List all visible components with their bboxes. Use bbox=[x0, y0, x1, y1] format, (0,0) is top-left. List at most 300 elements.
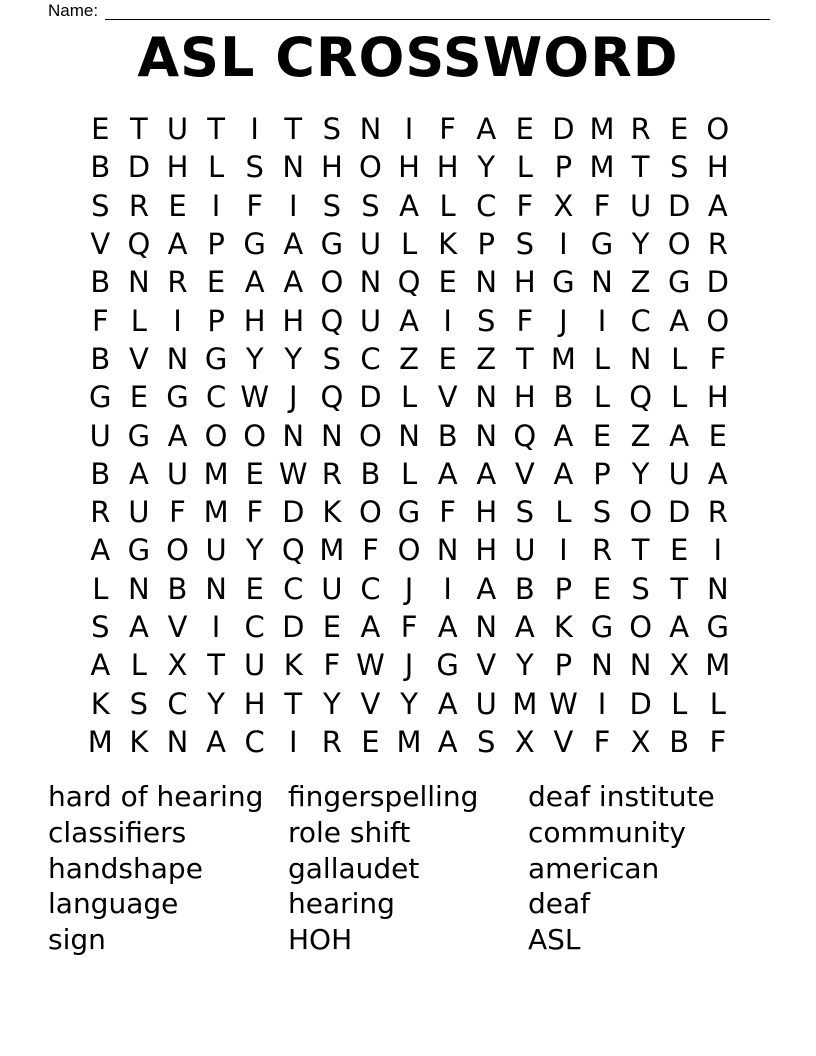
grid-cell: H bbox=[166, 150, 189, 185]
grid-cell: F bbox=[246, 495, 264, 530]
grid-cell: L bbox=[400, 456, 418, 491]
grid-cell: R bbox=[167, 265, 188, 300]
grid-cell: A bbox=[669, 303, 690, 338]
grid-cell: A bbox=[707, 456, 728, 491]
grid-cell: B bbox=[553, 380, 574, 415]
grid-cell: A bbox=[128, 610, 149, 644]
grid-cell: F bbox=[362, 533, 379, 568]
word-list-item: community bbox=[528, 815, 686, 849]
grid-cell: G bbox=[243, 227, 266, 262]
grid-cell: J bbox=[404, 571, 414, 606]
grid-cell: A bbox=[669, 418, 690, 453]
grid-cell: G bbox=[552, 265, 575, 300]
grid-cell: R bbox=[321, 456, 342, 491]
word-list-item: language bbox=[48, 887, 179, 921]
grid-cell: O bbox=[166, 533, 189, 568]
grid-cell: A bbox=[476, 456, 497, 491]
grid-cell: X bbox=[167, 648, 188, 683]
grid-cell: E bbox=[670, 533, 689, 568]
name-fill-line bbox=[105, 2, 770, 20]
grid-cell: S bbox=[322, 188, 342, 223]
word-list-item: handshape bbox=[48, 851, 203, 885]
grid-cell: N bbox=[166, 724, 189, 759]
grid-cell: D bbox=[668, 495, 691, 530]
grid-cell: N bbox=[282, 150, 305, 185]
grid-cell: H bbox=[243, 303, 266, 338]
grid-cell: E bbox=[168, 188, 187, 223]
grid-cell: O bbox=[706, 112, 730, 147]
grid-cell: S bbox=[669, 150, 689, 185]
grid-cell: N bbox=[282, 418, 305, 453]
grid-cell: F bbox=[516, 188, 534, 223]
grid-cell: O bbox=[706, 303, 730, 338]
grid-cell: B bbox=[360, 456, 381, 491]
grid-cell: N bbox=[359, 265, 382, 300]
grid-cell: T bbox=[130, 112, 148, 147]
grid-cell: C bbox=[205, 380, 227, 415]
grid-cell: L bbox=[400, 227, 418, 262]
grid-cell: D bbox=[282, 495, 305, 530]
grid-cell: A bbox=[437, 456, 458, 491]
grid-cell: A bbox=[128, 456, 149, 491]
grid-cell: W bbox=[356, 648, 385, 683]
word-list-item: deaf bbox=[528, 887, 591, 921]
grid-cell: N bbox=[475, 265, 498, 300]
grid-cell: E bbox=[322, 610, 342, 644]
grid-cell: Z bbox=[630, 265, 651, 300]
grid-cell: I bbox=[713, 533, 723, 568]
grid-cell: G bbox=[436, 648, 459, 683]
grid-cell: S bbox=[245, 150, 264, 185]
grid-cell: H bbox=[513, 380, 536, 415]
grid-cell: E bbox=[245, 456, 264, 491]
grid-cell: V bbox=[360, 686, 381, 721]
grid-cell: D bbox=[706, 265, 729, 300]
grid-cell: A bbox=[90, 533, 111, 568]
grid-cell: U bbox=[359, 303, 382, 338]
grid-cell: A bbox=[707, 188, 728, 223]
word-list-item: sign bbox=[48, 923, 106, 957]
grid-cell: K bbox=[438, 227, 458, 262]
grid-cell: N bbox=[629, 341, 652, 376]
grid-cell: L bbox=[130, 303, 147, 338]
grid-cell: S bbox=[361, 188, 380, 223]
grid-cell: U bbox=[244, 648, 266, 683]
grid-cell: Q bbox=[320, 303, 344, 338]
grid-cell: Y bbox=[284, 341, 303, 376]
grid-cell: K bbox=[129, 724, 149, 759]
word-list-item: deaf institute bbox=[528, 780, 715, 813]
grid-cell: G bbox=[127, 533, 151, 568]
grid-cell: S bbox=[477, 724, 496, 759]
grid-cell: I bbox=[250, 112, 259, 147]
grid-cell: L bbox=[400, 380, 418, 415]
grid-cell: I bbox=[443, 303, 452, 338]
grid-cell: Z bbox=[630, 418, 651, 453]
word-list-column bbox=[288, 779, 528, 958]
grid-cell: G bbox=[706, 610, 730, 644]
grid-cell: V bbox=[476, 648, 497, 683]
grid-cell: I bbox=[288, 188, 298, 223]
grid-cell: X bbox=[630, 724, 651, 759]
grid-cell: D bbox=[282, 610, 305, 644]
grid-cell: M bbox=[319, 533, 345, 568]
grid-cell: M bbox=[87, 724, 113, 759]
grid-cell: F bbox=[516, 303, 534, 338]
grid-cell: M bbox=[396, 724, 422, 759]
grid-cell: M bbox=[589, 150, 615, 185]
grid-cell: K bbox=[322, 495, 342, 530]
grid-cell: D bbox=[552, 112, 575, 147]
grid-cell: P bbox=[593, 456, 611, 491]
grid-cell: A bbox=[283, 265, 304, 300]
grid-cell: Q bbox=[127, 227, 151, 262]
grid-cell: F bbox=[323, 648, 341, 683]
grid-cell: K bbox=[90, 686, 110, 721]
grid-cell: T bbox=[207, 648, 225, 683]
grid-cell: U bbox=[475, 686, 497, 721]
grid-cell: A bbox=[553, 418, 574, 453]
grid-cell: P bbox=[554, 150, 573, 185]
grid-cell: Q bbox=[320, 380, 344, 415]
grid-cell: L bbox=[593, 380, 611, 415]
grid-cell: R bbox=[707, 227, 728, 262]
grid-cell: U bbox=[668, 456, 690, 491]
grid-cell: U bbox=[629, 188, 652, 223]
puzzle-title: ASL CROSSWORD bbox=[137, 26, 679, 89]
word-list-item: fingerspelling bbox=[288, 780, 479, 813]
grid-cell: S bbox=[515, 227, 535, 262]
grid-cell: N bbox=[398, 418, 420, 453]
grid-cell: R bbox=[128, 188, 149, 223]
grid-cell: I bbox=[211, 610, 221, 644]
grid-cell: M bbox=[203, 495, 229, 530]
grid-cell: Y bbox=[631, 227, 650, 262]
grid-cell: A bbox=[437, 686, 458, 721]
grid-cell: N bbox=[321, 418, 343, 453]
grid-cell: F bbox=[439, 495, 456, 530]
grid-cell: U bbox=[89, 418, 111, 453]
grid-cell: C bbox=[360, 341, 381, 376]
grid-cell: T bbox=[284, 686, 303, 721]
grid-cell: N bbox=[475, 418, 498, 453]
grid-cell: A bbox=[669, 610, 690, 644]
grid-cell: D bbox=[668, 188, 691, 223]
grid-cell: L bbox=[709, 686, 726, 721]
grid-cell: T bbox=[631, 150, 650, 185]
grid-cell: S bbox=[129, 686, 149, 721]
grid-cell: A bbox=[553, 456, 574, 491]
word-list-item: gallaudet bbox=[288, 851, 420, 885]
grid-cell: A bbox=[360, 610, 381, 644]
grid-cell: E bbox=[515, 112, 534, 147]
grid-cell: I bbox=[597, 303, 607, 338]
grid-cell: O bbox=[359, 418, 382, 453]
grid-cell: H bbox=[706, 150, 729, 185]
grid-cell: F bbox=[400, 610, 418, 644]
grid-cell: E bbox=[592, 571, 612, 606]
grid-cell: F bbox=[709, 724, 727, 759]
grid-cell: N bbox=[205, 571, 227, 606]
grid-cell: O bbox=[629, 495, 653, 530]
grid-cell: B bbox=[90, 456, 111, 491]
grid-cell: X bbox=[553, 188, 574, 223]
grid-cell: S bbox=[515, 495, 535, 530]
name-row bbox=[48, 1, 770, 20]
grid-cell: N bbox=[706, 571, 729, 606]
grid-cell: E bbox=[670, 112, 689, 147]
grid-cell: N bbox=[475, 380, 498, 415]
grid-cell: M bbox=[550, 341, 576, 376]
grid-cell: I bbox=[211, 188, 221, 223]
name-label: Name: bbox=[48, 1, 99, 20]
grid-cell: H bbox=[436, 150, 459, 185]
grid-cell: A bbox=[476, 571, 497, 606]
grid-cell: A bbox=[167, 227, 188, 262]
grid-cell: N bbox=[359, 112, 382, 147]
grid-cell: Q bbox=[629, 380, 653, 415]
grid-cell: P bbox=[207, 303, 225, 338]
grid-cell: Y bbox=[323, 686, 341, 721]
grid-cell: H bbox=[475, 495, 498, 530]
grid-cell: Z bbox=[399, 341, 419, 376]
grid-cell: L bbox=[130, 648, 147, 683]
grid-cell: N bbox=[166, 341, 189, 376]
grid-cell: O bbox=[629, 610, 653, 644]
grid-cell: U bbox=[321, 571, 343, 606]
grid-cell: L bbox=[207, 150, 225, 185]
grid-cell: E bbox=[592, 418, 612, 453]
grid-cell: S bbox=[631, 571, 650, 606]
grid-cell: F bbox=[593, 724, 611, 759]
grid-cell: E bbox=[438, 265, 457, 300]
grid-cell: R bbox=[630, 112, 651, 147]
grid-cell: F bbox=[709, 341, 727, 376]
grid-cell: A bbox=[399, 303, 419, 338]
grid-cell: Y bbox=[245, 341, 264, 376]
grid-cell: L bbox=[439, 188, 456, 223]
grid-cell: Y bbox=[515, 648, 534, 683]
grid-cell: A bbox=[206, 724, 226, 759]
grid-cell: Y bbox=[400, 686, 418, 721]
grid-cell: V bbox=[128, 341, 149, 376]
grid-cell: L bbox=[516, 150, 533, 185]
grid-cell: G bbox=[89, 380, 112, 415]
grid-cell: B bbox=[167, 571, 188, 606]
grid-cell: A bbox=[283, 227, 304, 262]
grid-cell: L bbox=[92, 571, 109, 606]
grid-cell: E bbox=[206, 265, 226, 300]
grid-cell: T bbox=[207, 112, 225, 147]
grid-cell: A bbox=[399, 188, 419, 223]
grid-cell: G bbox=[590, 610, 614, 644]
word-list bbox=[48, 779, 770, 958]
grid-cell: C bbox=[630, 303, 651, 338]
grid-cell: M bbox=[512, 686, 538, 721]
grid-cell: L bbox=[593, 341, 611, 376]
grid-cell: S bbox=[322, 112, 342, 147]
grid-cell: X bbox=[514, 724, 535, 759]
grid-cell: Q bbox=[513, 418, 537, 453]
word-list-item: hard of hearing bbox=[48, 780, 264, 813]
grid-cell: E bbox=[129, 380, 149, 415]
grid-cell: E bbox=[708, 418, 727, 453]
grid-cell: O bbox=[320, 265, 344, 300]
grid-cell: Y bbox=[207, 686, 225, 721]
grid-cell: F bbox=[593, 188, 611, 223]
grid-cell: I bbox=[559, 227, 568, 262]
grid-cell: P bbox=[477, 227, 495, 262]
grid-cell: L bbox=[671, 380, 688, 415]
word-list-column bbox=[48, 779, 288, 958]
grid-cell: A bbox=[437, 610, 458, 644]
grid-cell: Q bbox=[397, 265, 421, 300]
grid-cell: O bbox=[359, 495, 382, 530]
grid-cell: L bbox=[671, 686, 688, 721]
grid-cell: W bbox=[549, 686, 578, 721]
grid-cell: S bbox=[91, 610, 110, 644]
grid-cell: E bbox=[438, 341, 457, 376]
word-list-item: american bbox=[528, 851, 660, 885]
grid-cell: S bbox=[91, 188, 110, 223]
grid-cell: U bbox=[205, 533, 227, 568]
grid-cell: Z bbox=[476, 341, 497, 376]
grid-cell: R bbox=[90, 495, 111, 530]
grid-cell: Q bbox=[281, 533, 305, 568]
grid-cell: D bbox=[127, 150, 151, 185]
grid-cell: O bbox=[243, 418, 267, 453]
grid-cell: B bbox=[90, 341, 111, 376]
grid-cell: J bbox=[404, 648, 414, 683]
grid-cell: A bbox=[167, 418, 188, 453]
grid-cell: F bbox=[439, 112, 456, 147]
grid-cell: R bbox=[591, 533, 613, 568]
grid-cell: O bbox=[667, 227, 691, 262]
grid-cell: C bbox=[476, 188, 497, 223]
grid-cell: U bbox=[166, 112, 189, 147]
grid-cell: F bbox=[91, 303, 109, 338]
grid-cell: B bbox=[90, 265, 111, 300]
grid-cell: O bbox=[359, 150, 382, 185]
word-list-item: hearing bbox=[288, 887, 395, 921]
grid-cell: H bbox=[243, 686, 266, 721]
grid-cell: T bbox=[631, 533, 650, 568]
grid-cell: H bbox=[282, 303, 305, 338]
grid-cell: K bbox=[283, 648, 303, 683]
grid-cell: C bbox=[283, 571, 304, 606]
grid-cell: V bbox=[167, 610, 188, 644]
grid-cell: D bbox=[359, 380, 382, 415]
grid-cell: T bbox=[670, 571, 689, 606]
grid-cell: D bbox=[629, 686, 652, 721]
grid-cell: F bbox=[169, 495, 186, 530]
grid-cell: H bbox=[513, 265, 536, 300]
grid-cell: I bbox=[597, 686, 607, 721]
grid-cell: V bbox=[437, 380, 458, 415]
grid-cell: G bbox=[320, 227, 344, 262]
grid-cell: N bbox=[436, 533, 459, 568]
grid-cell: B bbox=[669, 724, 690, 759]
grid-cell: V bbox=[514, 456, 535, 491]
grid-cell: A bbox=[90, 648, 111, 683]
grid-cell: A bbox=[437, 724, 458, 759]
grid-cell: U bbox=[359, 227, 382, 262]
word-list-item: HOH bbox=[288, 923, 353, 957]
grid-cell: B bbox=[437, 418, 458, 453]
grid-cell: N bbox=[128, 571, 150, 606]
grid-cell: C bbox=[167, 686, 188, 721]
grid-cell: I bbox=[288, 724, 298, 759]
grid-cell: H bbox=[398, 150, 420, 185]
grid-cell: U bbox=[128, 495, 150, 530]
grid-cell: N bbox=[629, 648, 652, 683]
grid-cell: I bbox=[443, 571, 452, 606]
grid-cell: N bbox=[591, 648, 613, 683]
grid-cell: N bbox=[591, 265, 613, 300]
grid-cell: L bbox=[671, 341, 688, 376]
grid-cell: M bbox=[203, 456, 229, 491]
grid-cell: E bbox=[361, 724, 380, 759]
word-list-item: role shift bbox=[288, 815, 411, 849]
grid-cell: P bbox=[207, 227, 225, 262]
grid-cell: I bbox=[404, 112, 414, 147]
grid-cell: M bbox=[705, 648, 731, 683]
grid-cell: Y bbox=[631, 456, 650, 491]
grid-cell: F bbox=[246, 188, 264, 223]
letter-grid bbox=[81, 110, 737, 761]
grid-cell: C bbox=[244, 610, 265, 644]
grid-cell: Y bbox=[245, 533, 264, 568]
grid-cell: G bbox=[590, 227, 614, 262]
grid-cell: W bbox=[240, 380, 270, 415]
word-list-item: classifiers bbox=[48, 815, 187, 849]
grid-cell: B bbox=[90, 150, 111, 185]
word-list-item: ASL bbox=[528, 923, 581, 957]
grid-cell: J bbox=[559, 303, 568, 338]
grid-cell: C bbox=[244, 724, 265, 759]
grid-cell: S bbox=[322, 341, 342, 376]
grid-cell: E bbox=[91, 112, 110, 147]
grid-cell: U bbox=[514, 533, 536, 568]
grid-cell: K bbox=[553, 610, 573, 644]
grid-cell: W bbox=[278, 456, 308, 491]
word-list-column bbox=[528, 779, 768, 958]
grid-cell: R bbox=[707, 495, 728, 530]
grid-cell: I bbox=[173, 303, 182, 338]
grid-cell: T bbox=[284, 112, 303, 147]
grid-cell: V bbox=[553, 724, 574, 759]
grid-cell: B bbox=[514, 571, 535, 606]
grid-cell: S bbox=[477, 303, 496, 338]
grid-cell: J bbox=[288, 380, 298, 415]
grid-cell: G bbox=[667, 265, 691, 300]
grid-cell: I bbox=[559, 533, 568, 568]
grid-cell: A bbox=[514, 610, 535, 644]
grid-cell: X bbox=[669, 648, 690, 683]
grid-cell: A bbox=[244, 265, 265, 300]
grid-cell: A bbox=[476, 112, 497, 147]
grid-cell: M bbox=[589, 112, 615, 147]
grid-cell: Y bbox=[477, 150, 496, 185]
grid-cell: L bbox=[555, 495, 572, 530]
grid-cell: T bbox=[515, 341, 534, 376]
grid-cell: G bbox=[127, 418, 151, 453]
grid-cell: P bbox=[554, 648, 573, 683]
grid-cell: U bbox=[166, 456, 189, 491]
grid-cell: O bbox=[397, 533, 421, 568]
grid-cell: G bbox=[397, 495, 421, 530]
grid-cell: E bbox=[245, 571, 264, 606]
